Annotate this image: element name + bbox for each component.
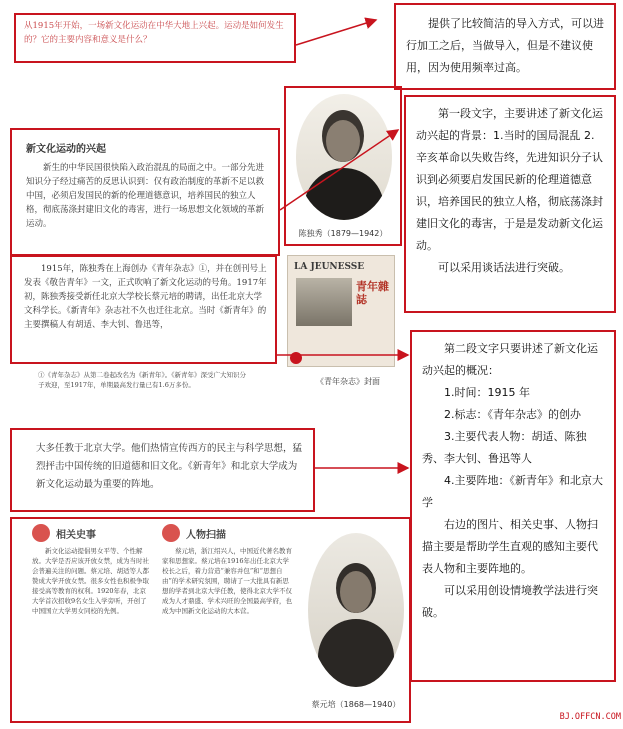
annotation-para1-text: 第一段文字，主要讲述了新文化运动兴起的背景：1.当时的国局混乱 2.辛亥革命以失败告终，先进知识分子认识到必须要启发国民新的伦理道德意识，培养国民的独立人格，彻底荡涤封建旧文化的毒害，于是是发动新文化运动。 — [416, 107, 603, 252]
annotation-intro-text: 提供了比较简洁的导入方式，可以进行加工之后，当做导入，但是不建议使用，因为使用频率过高。 — [406, 17, 604, 74]
section-title: 新文化运动的兴起 — [26, 144, 106, 155]
annotation-item: 4.主要阵地：《新青年》和北京大学 — [422, 474, 603, 509]
annotation-para2-intro: 第二段文字只要讲述了新文化运动兴起的概况： — [422, 342, 598, 377]
annotation-para2-method: 可以采用创设情境教学法进行突破。 — [422, 584, 598, 619]
related-history-title: 相关史事 — [56, 530, 96, 541]
connector-intro — [296, 20, 376, 45]
chen-duxiu-caption: 陈独秀（1879—1942） — [298, 229, 388, 238]
para1-text: 新生的中华民国很快陷入政治混乱的局面之中。一部分先进知识分子经过痛苦的反思认识到：仅有政治制度的革新不足以救中国，必须启发国民的新的伦理道德意识，培养国民的独立人格，彻底荡涤封建旧文化的毒害，进行一场思想文化领域的革新运动。 — [26, 163, 265, 229]
magazine-chinese-title: 青年雜誌 — [356, 280, 389, 306]
magazine-caption: 《青年杂志》封面 — [316, 377, 380, 386]
footnote: ①《青年杂志》从第二卷起改名为《新青年》。《新青年》深受广大知识分子欢迎，至1917年，单期最高发行量已有1.6万多份。 — [38, 371, 246, 389]
annotation-para1-method: 可以采用谈话法进行突破。 — [438, 261, 570, 274]
intro-question-text: 从1915年开始，一场新文化运动在中华大地上兴起。运动是如何发生的？它的主要内容和意义是什么？ — [24, 21, 284, 45]
annotation-item: 2.标志：《青年杂志》的创办 — [444, 408, 581, 421]
magazine-top-text: LA JEUNESSE — [294, 262, 365, 272]
cai-yuanpei-caption: 蔡元培（1868—1940） — [311, 700, 401, 709]
connector-para1 — [280, 130, 398, 210]
para3-text: 大多任教于北京大学。他们热情宣传西方的民主与科学思想，猛烈抨击中国传统的旧道德和旧文化。《新青年》和北京大学成为新文化运动最为重要的阵地。 — [36, 443, 303, 490]
related-history-text: 新文化运动提倡男女平等、个性解放。大学是否应该开放女禁，成为当时社会普遍关注的问题。蔡元培、胡适等人都赞成大学开放女禁。很多女性也积极争取接受高等教育的权利。1920年春，北京大学首次招收9名女生入学旁听，开创了中国国立大学男女同校的先例。 — [32, 547, 149, 615]
annotation-item: 3.主要代表人物：胡适、陈独秀、李大钊、鲁迅等人 — [422, 430, 587, 465]
annotation-item: 1.时间：1915 年 — [444, 386, 530, 399]
para2-text: 1915年，陈独秀在上海创办《青年杂志》①，并在创刊号上发表《敬告青年》一文，正式吹响了新文化运动的号角。1917年初，陈独秀接受新任北京大学校长蔡元培的聘请，出任北京大学文科学长。《新青年》杂志社不久也迁往北京。当时《新青年》的主要撰稿人有胡适、李大钊、鲁迅等， — [24, 264, 267, 330]
watermark: BJ.OFFCN.COM — [559, 712, 621, 722]
annotation-para2-note: 右边的图片、相关史事、人物扫描主要是帮助学生直观的感知主要代表人物和主要阵地的。 — [422, 518, 598, 575]
person-scan-title: 人物扫描 — [186, 530, 226, 541]
person-scan-text: 蔡元培，浙江绍兴人，中国近代著名教育家和思想家。蔡元培在1916年出任北京大学校长之后，着力营造“兼容并包”和“思想自由”的学术研究氛围，聘请了一大批具有新思想的学者到北京大学任教，使得北京大学不仅成为人才鼎盛、学术兴旺的全国最高学府，也成为中国新文化运动的大本营。 — [162, 547, 292, 615]
